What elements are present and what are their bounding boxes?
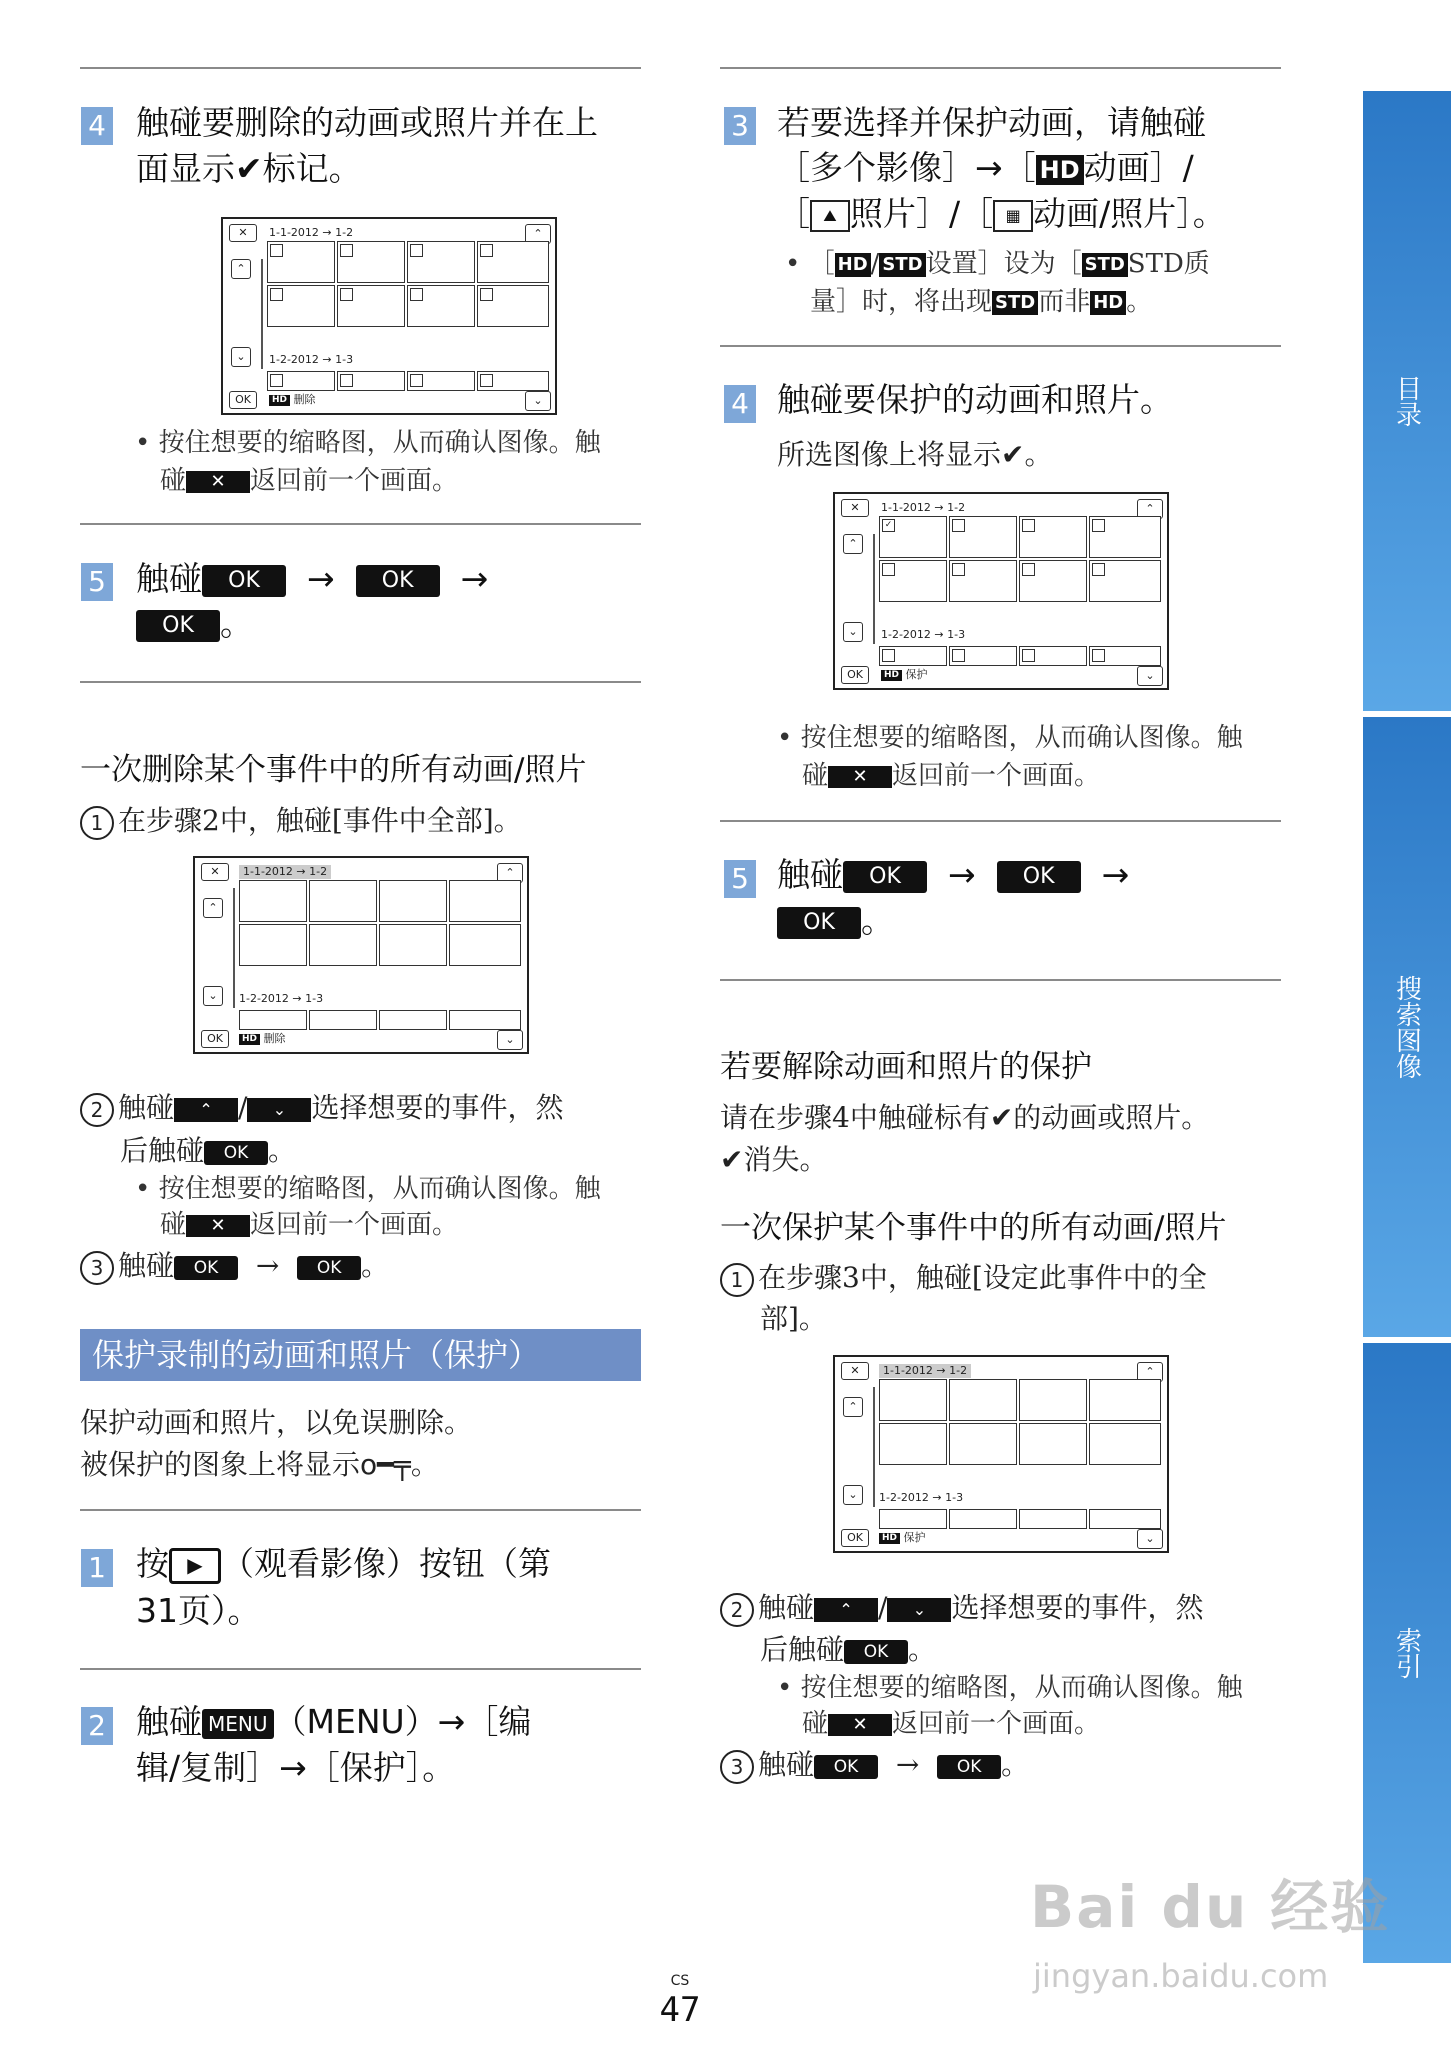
intro-line2: 被保护的图象上将显示o━╤。 [80,1448,439,1481]
divider [80,523,641,525]
step-number: 5 [724,860,756,898]
ok-button[interactable]: OK [841,1529,869,1547]
close-button-icon: ✕ [828,766,892,788]
thumbnail[interactable] [949,560,1017,602]
step-5-line1: 触碰 OK → OK → [136,559,489,598]
section-header: 保护录制的动画和照片（保护） [80,1329,641,1381]
close-icon[interactable]: ✕ [841,499,869,517]
step-3-note-cont: 量］时，将出现 STD 而非 HD 。 [810,287,1153,317]
thumbnail[interactable] [949,1379,1017,1421]
step-3-line2: ［多个影像］→［ HD 动画］/ [777,148,1194,187]
divider [80,681,641,683]
thumbnail[interactable] [879,1423,947,1465]
ok-button: OK [297,1256,361,1280]
scroll-top-icon[interactable]: ⌃ [497,863,523,883]
scroll-bottom-icon[interactable]: ⌄ [525,391,551,411]
step-1-line1: 按 ▶ （观看影像）按钮（第 [136,1544,551,1583]
mode-label: HD 删除 [239,1032,286,1046]
next-event-icon[interactable]: ⌄ [203,986,223,1006]
divider [80,1668,641,1670]
thumbnail[interactable] [1019,516,1087,558]
thumbnail[interactable] [1019,646,1087,666]
thumbnail-screen-protect [833,492,1169,690]
next-event-button-icon: ⌄ [887,1598,951,1622]
step-number: 2 [81,1707,113,1745]
event-date: 1-1-2012 → 1-2 [269,226,354,239]
next-event-icon[interactable]: ⌄ [843,622,863,642]
step-number: 4 [724,385,756,423]
list-item-2: 2 触碰 ⌃ / ⌄ 选择想要的事件，然 [80,1087,563,1129]
movie-photo-icon: ▦ [993,200,1033,232]
event-date: 1-2-2012 → 1-3 [881,628,966,641]
event-date: 1-2-2012 → 1-3 [879,1491,964,1504]
thumbnail-screen-event [193,856,529,1054]
prev-event-icon[interactable]: ⌃ [843,534,863,554]
scrollbar[interactable] [873,534,875,644]
divider [80,1509,641,1511]
thumbnail[interactable] [449,1010,521,1030]
thumbnail[interactable] [239,1010,307,1030]
page-number: 47 [659,1990,701,2030]
ok-button: OK [136,610,220,642]
close-icon[interactable]: ✕ [841,1362,869,1380]
thumbnail[interactable] [337,371,405,391]
step-4-title-line2: 面显示✔标记。 [136,149,362,188]
divider [720,820,1281,822]
thumbnail[interactable] [337,241,405,283]
menu-button-icon: MENU [202,1709,274,1739]
thumbnail[interactable] [1019,1423,1087,1465]
step-2-line2: 辑/复制］→［保护］。 [136,1748,456,1787]
thumbnail[interactable] [379,1010,447,1030]
thumbnail[interactable] [1089,1379,1161,1421]
thumbnail[interactable] [267,371,335,391]
step-number: 5 [81,563,113,601]
list-item-3: 3 触碰 OK → OK 。 [720,1744,1029,1786]
scroll-bottom-icon[interactable]: ⌄ [1137,1529,1163,1549]
step-5-line1: 触碰 OK → OK → [777,855,1130,894]
bullet-note-cont: 碰 ✕ 返回前一个画面。 [160,466,459,496]
prev-event-button-icon: ⌃ [814,1598,878,1622]
ok-button[interactable]: OK [229,391,257,409]
tab-index[interactable]: 索引 [1363,1343,1451,1963]
next-event-icon[interactable]: ⌄ [843,1485,863,1505]
thumbnail[interactable] [949,516,1017,558]
thumbnail[interactable] [949,1509,1017,1529]
ok-button: OK [356,565,440,597]
scrollbar[interactable] [261,259,263,369]
bullet-note: • 按住想要的缩略图，从而确认图像。触 [135,1174,601,1204]
ok-button[interactable]: OK [841,666,869,684]
thumbnail-screen-delete [221,217,557,415]
ok-button: OK [814,1755,878,1779]
thumbnail[interactable] [477,285,549,327]
watermark-url: jingyan.baidu.com [1033,1957,1329,1995]
thumbnail[interactable] [337,285,405,327]
thumbnail[interactable] [949,1423,1017,1465]
step-number: 4 [81,107,113,145]
step-3-line3: ［ ⛰ 照片］/［ ▦ 动画/照片］。 [777,194,1226,233]
step-4-title: 触碰要保护的动画和照片。 [777,380,1173,419]
event-date: 1-2-2012 → 1-3 [269,353,354,366]
list-item-2: 2 触碰 ⌃ / ⌄ 选择想要的事件，然 [720,1587,1203,1629]
prev-event-button-icon: ⌃ [174,1098,238,1122]
ok-button: OK [844,1640,908,1664]
thumbnail[interactable] [477,241,549,283]
key-icon: o━╤ [360,1448,411,1481]
step-4-title-line1: 触碰要删除的动画或照片并在上 [136,103,598,142]
scroll-top-icon[interactable]: ⌃ [1137,499,1163,519]
divider [80,67,641,69]
thumbnail[interactable] [879,646,947,666]
thumbnail[interactable] [407,285,475,327]
thumbnail[interactable] [309,880,377,922]
thumbnail[interactable] [1089,646,1161,666]
list-item-3: 3 触碰 OK → OK 。 [80,1245,389,1287]
ok-button: OK [997,861,1081,893]
thumbnail[interactable] [449,924,521,966]
thumbnail[interactable] [379,924,447,966]
photo-icon: ⛰ [810,200,850,232]
event-date-selected: 1-1-2012 → 1-2 [239,865,331,879]
checked-icon: ✓ [882,519,895,532]
step-5-line2: OK 。 [777,898,894,944]
divider [720,979,1281,981]
unprotect-text: 请在步骤4中触碰标有✔的动画或照片。 [720,1101,1210,1134]
thumbnail[interactable] [1089,1423,1161,1465]
thumbnail[interactable] [309,924,377,966]
thumbnail[interactable] [1089,1509,1161,1529]
thumbnail[interactable] [449,880,521,922]
thumbnail-screen-event-protect [833,1355,1169,1553]
tab-contents[interactable]: 目录 [1363,91,1451,711]
subsection-title: 一次保护某个事件中的所有动画/照片 [720,1210,1227,1246]
next-event-button-icon: ⌄ [247,1098,311,1122]
scroll-top-icon[interactable]: ⌃ [525,224,551,244]
mode-label: HD 保护 [879,1531,926,1545]
bullet-note-cont: 碰 ✕ 返回前一个画面。 [802,1709,1101,1739]
scroll-bottom-icon[interactable]: ⌄ [497,1030,523,1050]
scroll-bottom-icon[interactable]: ⌄ [1137,666,1163,686]
close-button-icon: ✕ [186,471,250,493]
divider [720,67,1281,69]
play-icon: ▶ [169,1548,221,1584]
scrollbar[interactable] [873,1387,875,1507]
scrollbar[interactable] [233,888,235,1008]
step-3-line1: 若要选择并保护动画，请触碰 [777,103,1206,142]
thumbnail[interactable] [267,241,335,283]
thumbnail[interactable] [407,241,475,283]
bullet-note-cont: 碰 ✕ 返回前一个画面。 [160,1210,459,1240]
intro-line1: 保护动画和照片，以免误删除。 [80,1406,473,1439]
prev-event-icon[interactable]: ⌃ [843,1397,863,1417]
thumbnail[interactable] [1019,1379,1087,1421]
divider [720,345,1281,347]
thumbnail[interactable] [879,1509,947,1529]
list-item-1: 1 在步骤3中，触碰[设定此事件中的全 [720,1257,1207,1299]
subsection-title: 一次删除某个事件中的所有动画/照片 [80,752,587,788]
thumbnail[interactable] [239,924,307,966]
thumbnail[interactable] [239,880,307,922]
prev-event-icon[interactable]: ⌃ [231,259,251,279]
thumbnail[interactable] [1019,1509,1087,1529]
bullet-note-cont: 碰 ✕ 返回前一个画面。 [802,761,1101,791]
event-date: 1-2-2012 → 1-3 [239,992,324,1005]
thumbnail[interactable] [379,880,447,922]
tab-search-images[interactable]: 搜索图像 [1363,717,1451,1337]
thumbnail[interactable] [407,371,475,391]
close-button-icon: ✕ [828,1714,892,1736]
ok-button: OK [174,1256,238,1280]
thumbnail[interactable] [879,516,947,558]
ok-button: OK [843,861,927,893]
hd-badge: HD [1036,155,1084,185]
language-code: CS [670,1973,690,1989]
thumbnail[interactable] [267,285,335,327]
ok-button: OK [937,1755,1001,1779]
thumbnail[interactable] [1089,516,1161,558]
bullet-note: • 按住想要的缩略图，从而确认图像。触 [777,723,1243,753]
bullet-note: • 按住想要的缩略图，从而确认图像。触 [777,1673,1243,1703]
ok-button[interactable]: OK [201,1030,229,1048]
step-5-line2: OK 。 [136,601,253,647]
list-item-2-cont: 后触碰 OK 。 [760,1633,937,1666]
thumbnail[interactable] [879,560,947,602]
thumbnail[interactable] [949,646,1017,666]
close-icon[interactable]: ✕ [201,863,229,881]
unprotect-text-cont: ✔消失。 [720,1143,828,1176]
baidu-watermark-logo: Bai du 经验 [1030,1873,1391,1941]
bullet-note: • 按住想要的缩略图，从而确认图像。触 [135,428,601,458]
mode-label: HD 删除 [269,393,316,407]
step-2-line1: 触碰 MENU （MENU）→［编 [136,1702,532,1741]
prev-event-icon[interactable]: ⌃ [203,898,223,918]
ok-button: OK [202,565,286,597]
unprotect-title: 若要解除动画和照片的保护 [720,1049,1092,1085]
mode-label: HD 保护 [881,668,928,682]
event-date: 1-1-2012 → 1-2 [881,501,966,514]
step-number: 1 [81,1549,113,1587]
thumbnail[interactable] [477,371,549,391]
list-item-2-cont: 后触碰 OK 。 [120,1134,297,1167]
thumbnail[interactable] [309,1010,377,1030]
next-event-icon[interactable]: ⌄ [231,347,251,367]
thumbnail[interactable] [879,1379,947,1421]
thumbnail[interactable] [1019,560,1087,602]
event-date-selected: 1-1-2012 → 1-2 [879,1364,971,1378]
list-item-1: 1 在步骤2中，触碰[事件中全部]。 [80,800,522,842]
list-item-1-cont: 部]。 [760,1302,827,1335]
step-4-text: 所选图像上将显示✔。 [777,438,1053,471]
ok-button: OK [204,1141,268,1165]
step-1-line2: 31页）。 [136,1591,261,1630]
scroll-top-icon[interactable]: ⌃ [1137,1362,1163,1382]
close-button-icon: ✕ [186,1215,250,1237]
step-number: 3 [724,107,756,145]
thumbnail[interactable] [1089,560,1161,602]
close-icon[interactable]: ✕ [229,224,257,242]
ok-button: OK [777,907,861,939]
step-3-note: • ［ HD / STD 设置］设为［ STD STD质 [785,249,1210,279]
